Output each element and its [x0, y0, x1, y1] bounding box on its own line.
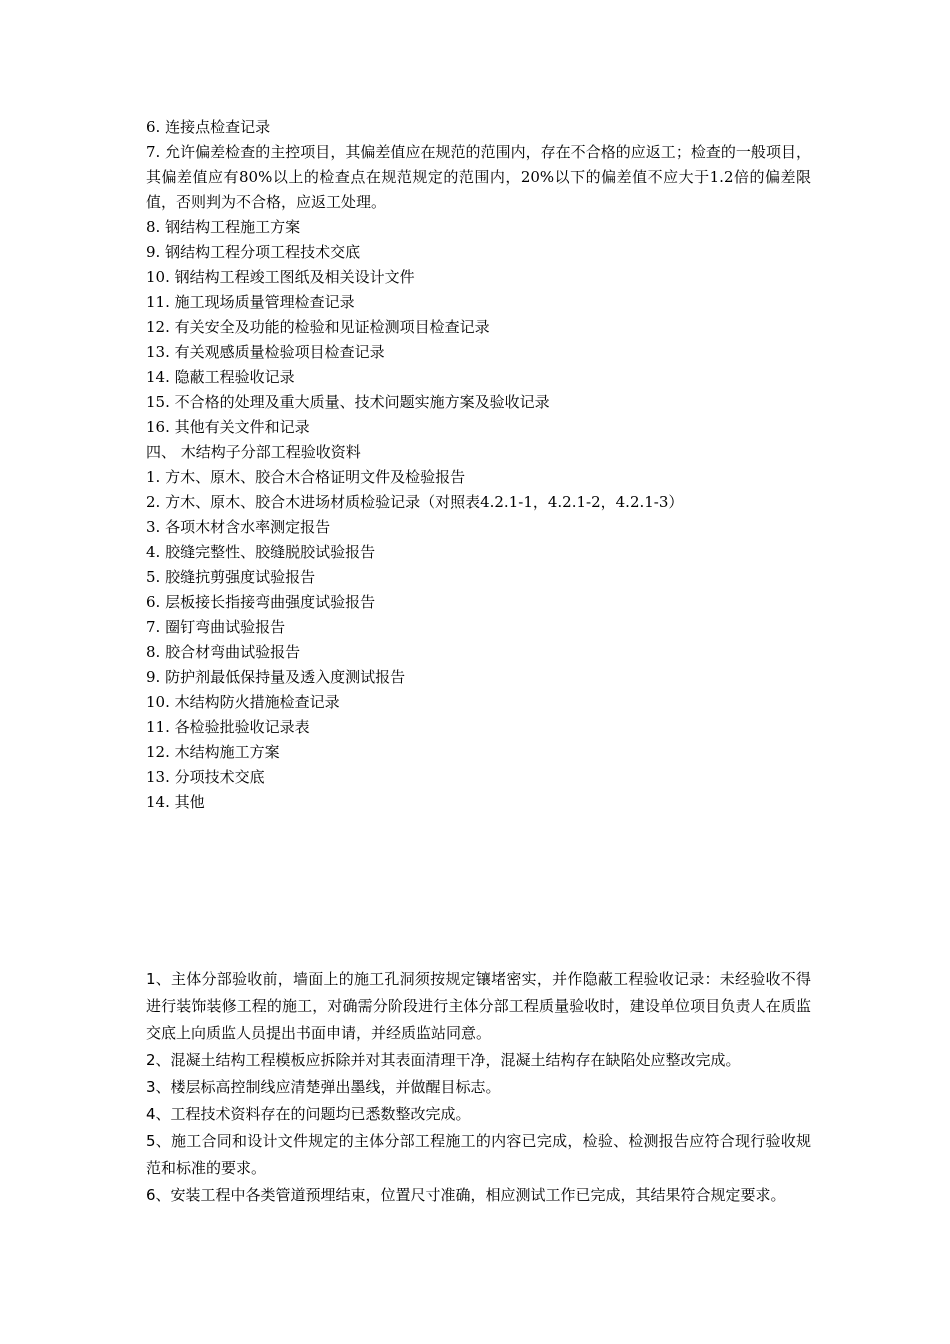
list-item: 14. 隐蔽工程验收记录 [146, 368, 295, 386]
list-item: 1. 方木、原木、胶合木合格证明文件及检验报告 [146, 468, 466, 486]
list-item: 9. 钢结构工程分项工程技术交底 [146, 243, 361, 261]
acceptance-requirements-list [146, 966, 811, 1209]
list-item: 1、主体分部验收前，墙面上的施工孔洞须按规定镶堵密实，并作隐蔽工程验收记录：未经验收不得进行装饰装修工程的施工，对确需分阶段进行主体分部工程质量验收时，建设单位项目负责人在质监交底上向质监人员提出书面申请，并经质监站同意。 [146, 970, 811, 1042]
list-item: 8. 胶合材弯曲试验报告 [146, 643, 301, 661]
list-item: 9. 防护剂最低保持量及透入度测试报告 [146, 668, 406, 686]
list-item: 13. 有关观感质量检验项目检查记录 [146, 343, 385, 361]
list-item: 6. 层板接长指接弯曲强度试验报告 [146, 593, 376, 611]
list-item: 11. 各检验批验收记录表 [146, 718, 310, 736]
list-item: 4. 胶缝完整性、胶缝脱胶试验报告 [146, 543, 376, 561]
list-item: 7. 允许偏差检查的主控项目，其偏差值应在规范的范围内，存在不合格的应返工；检查的一般项目，其偏差值应有80%以上的检查点在规范规定的范围内，20%以下的偏差值不应大于1.2倍的偏差限值，否则判为不合格，应返工处理。 [146, 143, 811, 211]
list-item: 6. 连接点检查记录 [146, 118, 271, 136]
list-item: 5、施工合同和设计文件规定的主体分部工程施工的内容已完成，检验、检测报告应符合现行验收规范和标准的要求。 [146, 1132, 811, 1177]
list-item: 6、安装工程中各类管道预埋结束，位置尺寸准确，相应测试工作已完成，其结果符合规定要求。 [146, 1186, 786, 1204]
list-item: 12. 木结构施工方案 [146, 743, 280, 761]
list-item: 2、混凝土结构工程模板应拆除并对其表面清理干净，混凝土结构存在缺陷处应整改完成。 [146, 1051, 741, 1069]
list-item: 3、楼层标高控制线应清楚弹出墨线，并做醒目标志。 [146, 1078, 501, 1096]
list-item: 15. 不合格的处理及重大质量、技术问题实施方案及验收记录 [146, 393, 550, 411]
section-heading: 四、 木结构子分部工程验收资料 [146, 443, 361, 461]
list-item: 10. 木结构防火措施检查记录 [146, 693, 340, 711]
list-item: 11. 施工现场质量管理检查记录 [146, 293, 355, 311]
list-item: 4、工程技术资料存在的问题均已悉数整改完成。 [146, 1105, 471, 1123]
list-item: 14. 其他 [146, 793, 205, 811]
list-item: 10. 钢结构工程竣工图纸及相关设计文件 [146, 268, 415, 286]
list-item: 5. 胶缝抗剪强度试验报告 [146, 568, 316, 586]
list-item: 8. 钢结构工程施工方案 [146, 218, 301, 236]
list-item: 12. 有关安全及功能的检验和见证检测项目检查记录 [146, 318, 490, 336]
list-item: 7. 圈钉弯曲试验报告 [146, 618, 286, 636]
list-item: 3. 各项木材含水率测定报告 [146, 518, 331, 536]
list-item: 13. 分项技术交底 [146, 768, 265, 786]
acceptance-materials-list [146, 115, 811, 815]
list-item: 16. 其他有关文件和记录 [146, 418, 310, 436]
list-item: 2. 方木、原木、胶合木进场材质检验记录（对照表4.2.1-1，4.2.1-2，4.2.1-3） [146, 493, 684, 511]
